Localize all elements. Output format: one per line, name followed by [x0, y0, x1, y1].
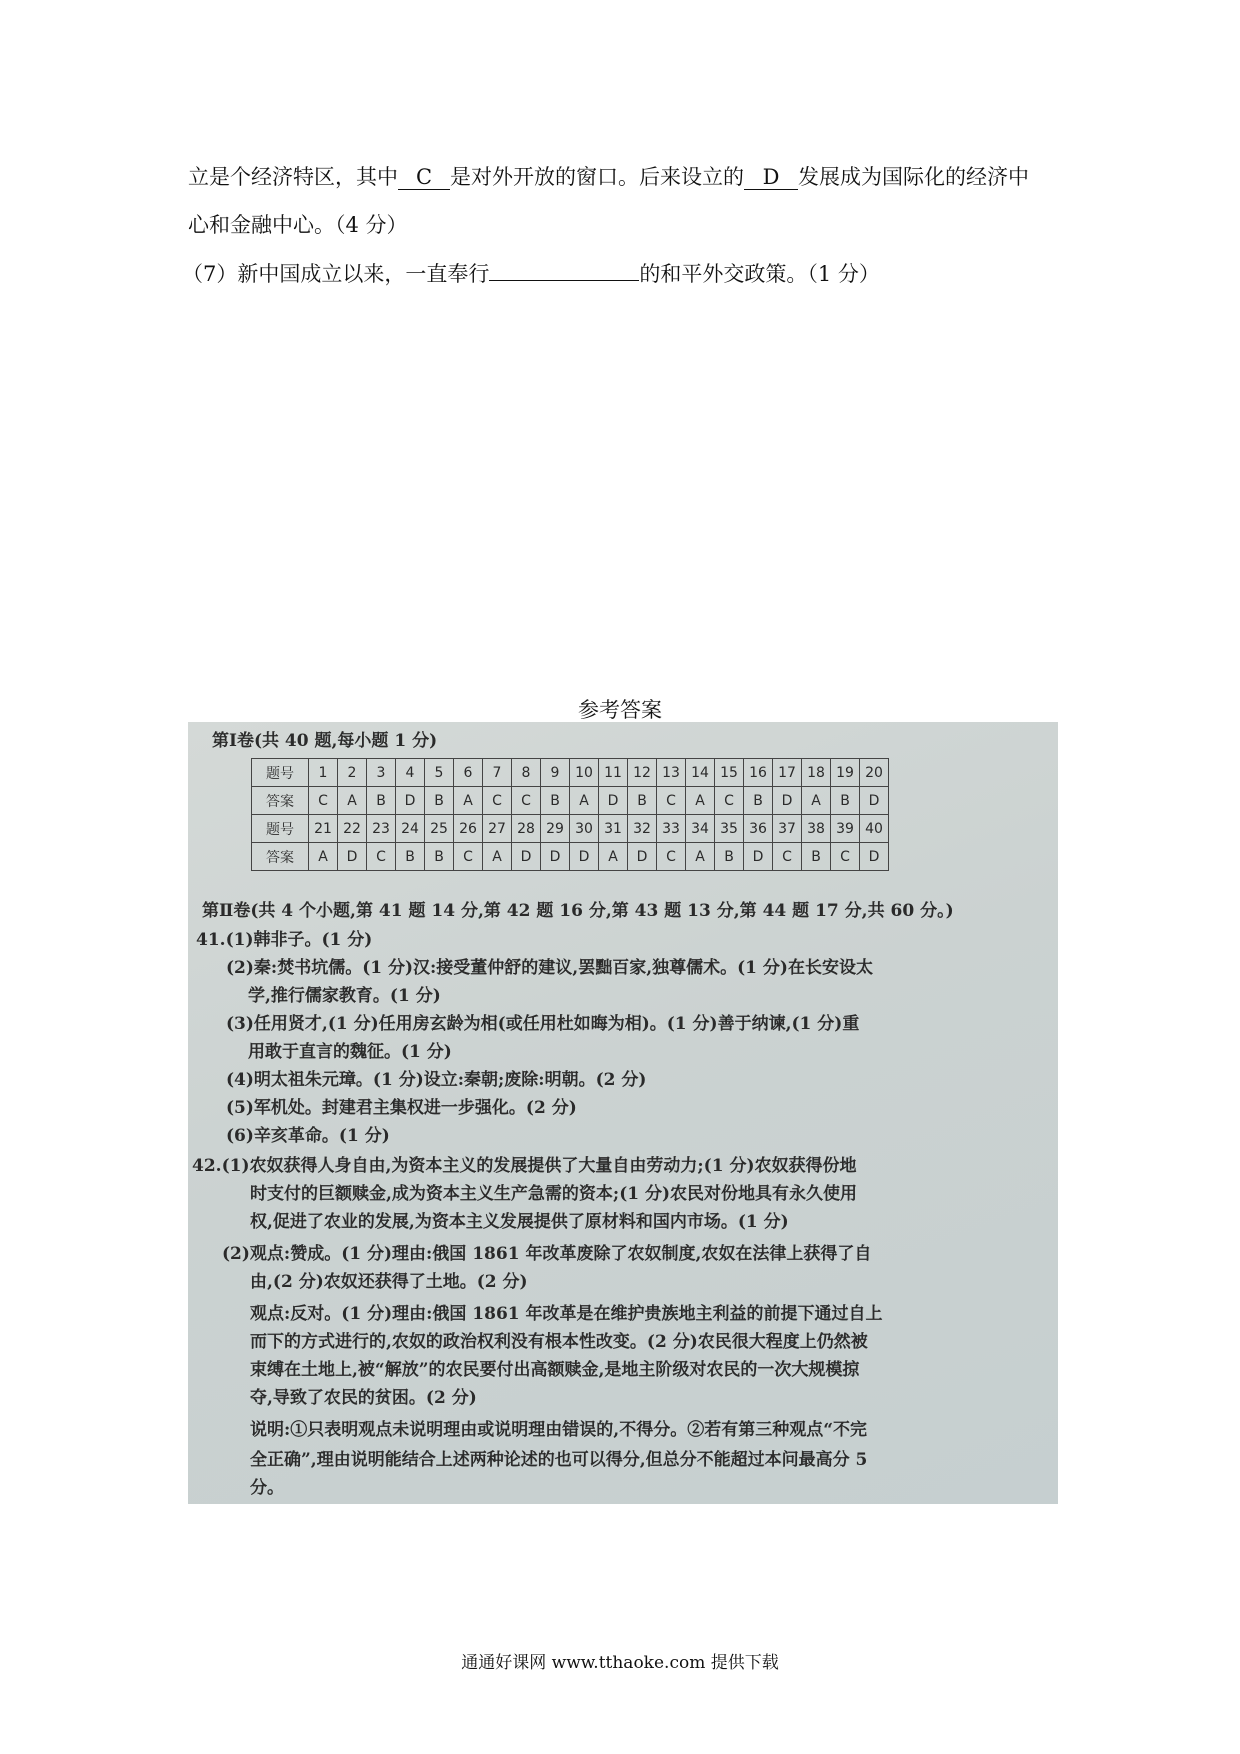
- answer-cell: A: [570, 787, 599, 815]
- answer-cell: D: [860, 787, 889, 815]
- number-cell: 19: [831, 759, 860, 787]
- number-cell: 13: [657, 759, 686, 787]
- number-cell: 33: [657, 815, 686, 843]
- answer-cell: C: [483, 787, 512, 815]
- answer-line: 41.(1)韩非子。(1 分): [196, 930, 373, 950]
- answer-line: 而下的方式进行的,农奴的政治权利没有根本性改变。(2 分)农民很大程度上仍然被: [250, 1332, 868, 1352]
- answer-cell: A: [338, 787, 367, 815]
- answer-line: 观点:反对。(1 分)理由:俄国 1861 年改革是在维护贵族地主利益的前提下通过自上: [250, 1304, 883, 1324]
- answer-cell: D: [541, 843, 570, 871]
- answer-cell: D: [512, 843, 541, 871]
- number-cell: 35: [715, 815, 744, 843]
- answer-cell: C: [715, 787, 744, 815]
- table-row-numbers-1: [252, 759, 889, 787]
- blank-d: D: [744, 165, 798, 190]
- answer-key-title: 参考答案: [578, 698, 662, 722]
- number-cell: 12: [628, 759, 657, 787]
- answer-cell: A: [309, 843, 338, 871]
- row-label-answer: 答案: [252, 843, 309, 871]
- number-cell: 4: [396, 759, 425, 787]
- number-cell: 7: [483, 759, 512, 787]
- answer-line: (2)秦:焚书坑儒。(1 分)汉:接受董仲舒的建议,罢黜百家,独尊儒术。(1 分)在长安设太: [226, 958, 873, 978]
- answer-line: 由,(2 分)农奴还获得了土地。(2 分): [250, 1272, 528, 1292]
- answer-cell: B: [831, 787, 860, 815]
- number-cell: 29: [541, 815, 570, 843]
- answer-cell: D: [744, 843, 773, 871]
- answer-line: 42.(1)农奴获得人身自由,为资本主义的发展提供了大量自由劳动力;(1 分)农奴获得份地: [192, 1156, 857, 1176]
- number-cell: 6: [454, 759, 483, 787]
- answer-line: 用敢于直言的魏征。(1 分): [248, 1042, 452, 1062]
- number-cell: 20: [860, 759, 889, 787]
- blank-c: C: [398, 165, 450, 190]
- question-6-text-1: 立是个经济特区，其中: [188, 165, 398, 189]
- answer-cell: C: [657, 787, 686, 815]
- number-cell: 23: [367, 815, 396, 843]
- number-cell: 32: [628, 815, 657, 843]
- answer-cell: B: [396, 843, 425, 871]
- number-cell: 15: [715, 759, 744, 787]
- answer-cell: C: [454, 843, 483, 871]
- answer-cell: C: [309, 787, 338, 815]
- number-cell: 10: [570, 759, 599, 787]
- number-cell: 34: [686, 815, 715, 843]
- answer-table: [251, 758, 889, 871]
- number-cell: 5: [425, 759, 454, 787]
- answer-cell: D: [860, 843, 889, 871]
- answer-cell: B: [802, 843, 831, 871]
- answer-cell: D: [396, 787, 425, 815]
- answer-cell: B: [425, 787, 454, 815]
- answer-cell: D: [773, 787, 802, 815]
- answer-key-photo: [188, 722, 1058, 1504]
- answer-cell: B: [744, 787, 773, 815]
- answer-cell: B: [715, 843, 744, 871]
- answer-line: 权,促进了农业的发展,为资本主义发展提供了原材料和国内市场。(1 分): [250, 1212, 789, 1232]
- number-cell: 26: [454, 815, 483, 843]
- answer-cell: B: [541, 787, 570, 815]
- answer-line: (5)军机处。封建君主集权进一步强化。(2 分): [226, 1098, 577, 1118]
- answer-cell: A: [599, 843, 628, 871]
- number-cell: 2: [338, 759, 367, 787]
- answer-cell: D: [338, 843, 367, 871]
- answer-cell: D: [599, 787, 628, 815]
- answer-line: (2)观点:赞成。(1 分)理由:俄国 1861 年改革废除了农奴制度,农奴在法律上获得了自: [222, 1244, 872, 1264]
- number-cell: 1: [309, 759, 338, 787]
- answer-cell: B: [628, 787, 657, 815]
- number-cell: 36: [744, 815, 773, 843]
- answer-cell: A: [454, 787, 483, 815]
- number-cell: 3: [367, 759, 396, 787]
- answer-cell: C: [367, 843, 396, 871]
- answer-cell: C: [512, 787, 541, 815]
- row-label-number: 题号: [252, 815, 309, 843]
- answer-cell: A: [483, 843, 512, 871]
- number-cell: 30: [570, 815, 599, 843]
- answer-line: (6)辛亥革命。(1 分): [226, 1126, 390, 1146]
- answer-line: 说明:①只表明观点未说明理由或说明理由错误的,不得分。②若有第三种观点“不完: [250, 1420, 867, 1440]
- number-cell: 24: [396, 815, 425, 843]
- question-7-text-2: 的和平外交政策。（1 分）: [639, 262, 880, 286]
- answer-line: 分。: [250, 1478, 284, 1498]
- number-cell: 16: [744, 759, 773, 787]
- row-label-answer: 答案: [252, 787, 309, 815]
- answer-line: 时支付的巨额赎金,成为资本主义生产急需的资本;(1 分)农民对份地具有永久使用: [250, 1184, 858, 1204]
- number-cell: 18: [802, 759, 831, 787]
- number-cell: 14: [686, 759, 715, 787]
- answer-line: 束缚在土地上,被“解放”的农民要付出高额赎金,是地主阶级对农民的一次大规模掠: [250, 1360, 860, 1380]
- answer-cell: A: [802, 787, 831, 815]
- answer-line: (4)明太祖朱元璋。(1 分)设立:秦朝;废除:明朝。(2 分): [226, 1070, 647, 1090]
- number-cell: 9: [541, 759, 570, 787]
- table-row-answers-2: [252, 843, 889, 871]
- footer-source: 通通好课网 www.tthaoke.com 提供下载: [461, 1653, 779, 1673]
- number-cell: 40: [860, 815, 889, 843]
- answer-cell: D: [570, 843, 599, 871]
- answer-cell: B: [425, 843, 454, 871]
- number-cell: 31: [599, 815, 628, 843]
- question-6-line-1: [188, 162, 1029, 192]
- answer-line: 夺,导致了农民的贫困。(2 分): [250, 1388, 477, 1408]
- answer-line: (3)任用贤才,(1 分)任用房玄龄为相(或任用杜如晦为相)。(1 分)善于纳谏,(1 分)重: [226, 1014, 860, 1034]
- row-label-number: 题号: [252, 759, 309, 787]
- number-cell: 8: [512, 759, 541, 787]
- number-cell: 38: [802, 815, 831, 843]
- question-7-line: [182, 256, 880, 289]
- number-cell: 27: [483, 815, 512, 843]
- number-cell: 21: [309, 815, 338, 843]
- question-6-line-2: 心和金融中心。（4 分）: [188, 213, 408, 237]
- part-1-header: 第Ⅰ卷(共 40 题,每小题 1 分): [212, 731, 438, 751]
- number-cell: 11: [599, 759, 628, 787]
- number-cell: 17: [773, 759, 802, 787]
- number-cell: 28: [512, 815, 541, 843]
- number-cell: 37: [773, 815, 802, 843]
- answer-line: 学,推行儒家教育。(1 分): [248, 986, 441, 1006]
- question-6-text-3: 发展成为国际化的经济中: [798, 165, 1029, 189]
- answer-cell: C: [831, 843, 860, 871]
- blank-foreign-policy: [489, 256, 639, 281]
- answer-cell: A: [686, 843, 715, 871]
- answer-cell: B: [367, 787, 396, 815]
- question-7-text-1: （7）新中国成立以来，一直奉行: [182, 262, 490, 286]
- answer-cell: D: [628, 843, 657, 871]
- answer-cell: C: [773, 843, 802, 871]
- number-cell: 25: [425, 815, 454, 843]
- question-6-text-2: 是对外开放的窗口。后来设立的: [450, 165, 744, 189]
- part-2-header: 第Ⅱ卷(共 4 个小题,第 41 题 14 分,第 42 题 16 分,第 43 题 13 分,第 44 题 17 分,共 60 分。): [202, 901, 954, 921]
- answer-cell: A: [686, 787, 715, 815]
- answer-line: 全正确”,理由说明能结合上述两种论述的也可以得分,但总分不能超过本问最高分 5: [250, 1450, 868, 1470]
- number-cell: 39: [831, 815, 860, 843]
- table-row-answers-1: [252, 787, 889, 815]
- table-row-numbers-2: [252, 815, 889, 843]
- answer-cell: C: [657, 843, 686, 871]
- number-cell: 22: [338, 815, 367, 843]
